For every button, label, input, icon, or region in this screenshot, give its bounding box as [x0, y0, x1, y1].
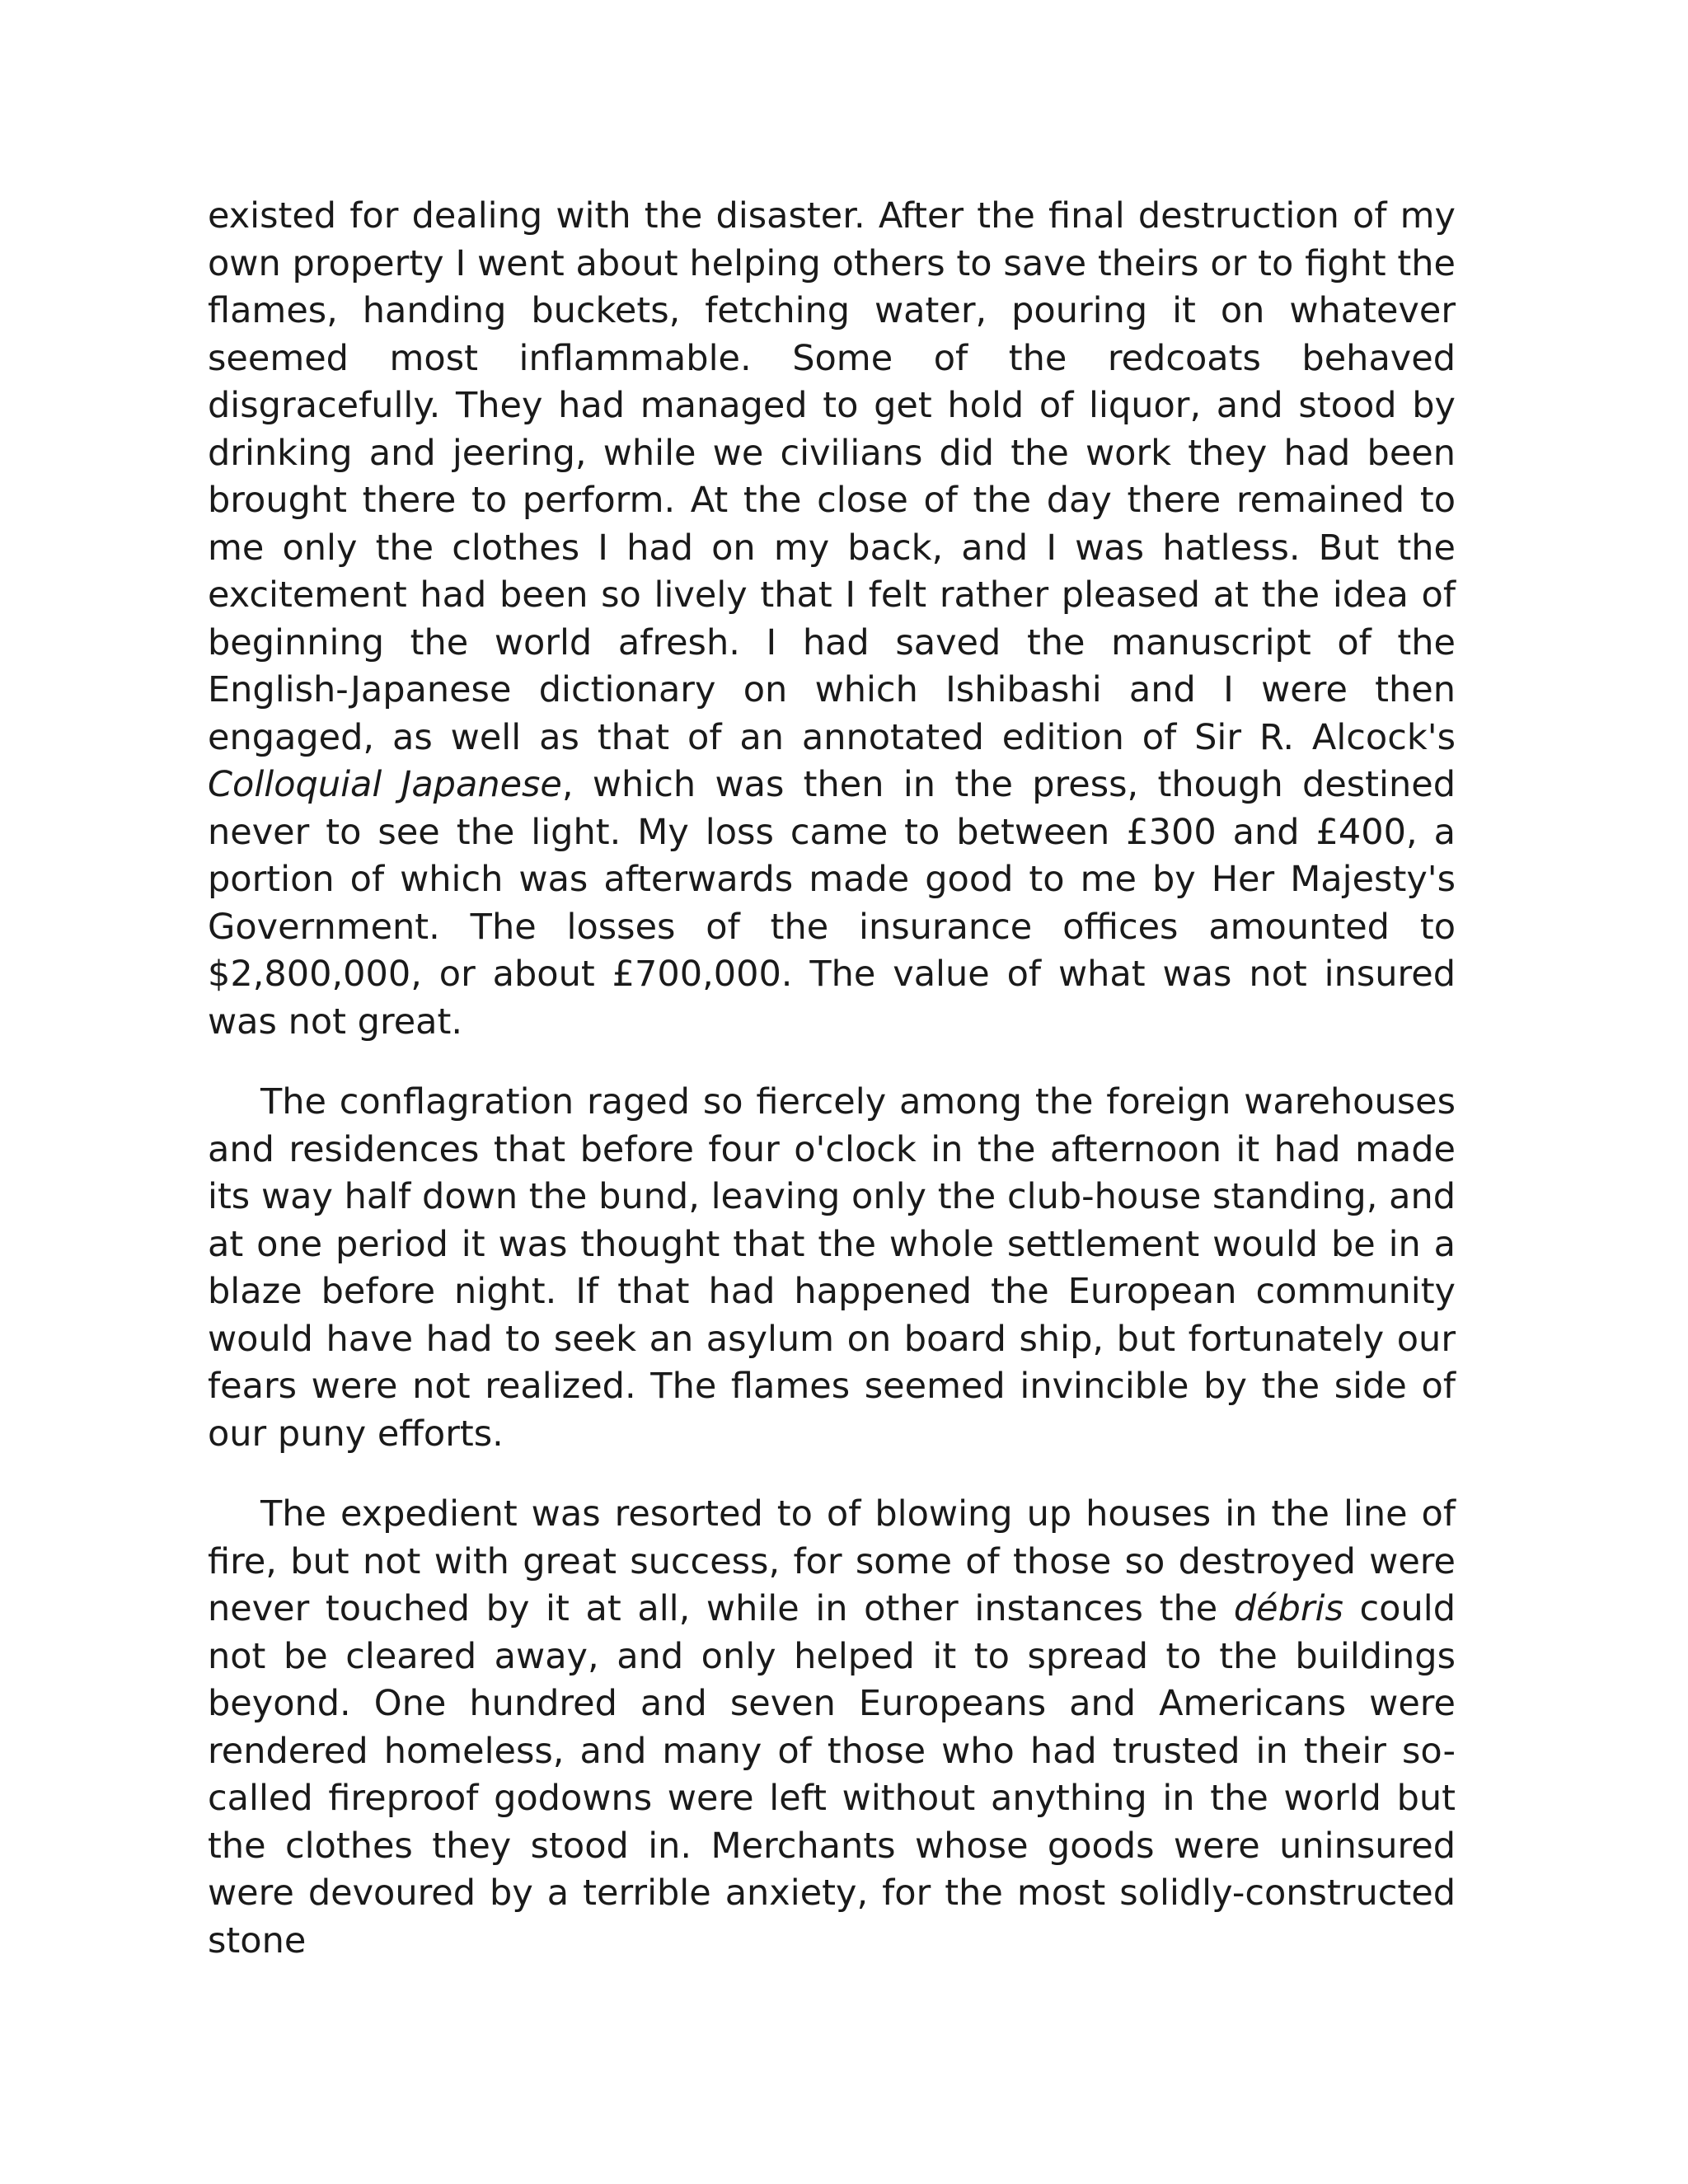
- italic-word-debris: débris: [1233, 1588, 1343, 1629]
- book-title-colloquial-japanese: Colloquial Japanese: [208, 764, 562, 805]
- paragraph-1-text-2: , which was then in the press, though destined never to see the light. My loss came to between £300 and £400, a portion of which was afterwards made good to me by Her Majesty's Government. The losses of the insurance offices amounted to $2,800,000, or about £700,000. The value of what was not insured was not great.: [208, 764, 1456, 1043]
- paragraph-3-text-1: The expedient was resorted to of blowing up houses in the line of fire, but not with great success, for some of those so destroyed were never touched by it at all, while in other instances the: [208, 1493, 1456, 1629]
- paragraph-2-text: The conflagration raged so fiercely among the foreign warehouses and residences that before four o'clock in the afternoon it had made its way half down the bund, leaving only the club-house standing, and at one period it was thought that the whole settlement would be in a blaze before night. If that had happened the European community would have had to seek an asylum on board ship, but fortunately our fears were not realized. The flames seemed invincible by the side of our puny efforts.: [208, 1081, 1456, 1455]
- paragraph-1-text-1: existed for dealing with the disaster. After the final destruction of my own property I went about helping others to save theirs or to fight the flames, handing buckets, fetching water, pouring it on whatever seemed most inflammable. Some of the redcoats behaved disgracefully. They had managed to get hold of liquor, and stood by drinking and jeering, while we civilians did the work they had been brought there to perform. At the close of the day there remained to me only the clothes I had on my back, and I was hatless. But the excitement had been so lively that I felt rather pleased at the idea of beginning the world afresh. I had saved the manuscript of the English-Japanese dictionary on which Ishibashi and I were then engaged, as well as that of an annotated edition of Sir R. Alcock's: [208, 195, 1456, 758]
- paragraph-3-text-2: could not be cleared away, and only helped it to spread to the buildings beyond. One hundred and seven Europeans and Americans were rendered homeless, and many of those who had trusted in their so-called fireproof godowns were left without anything in the world but the clothes they stood in. Merchants whose goods were uninsured were devoured by a terrible anxiety, for the most solidly-constructed stone: [208, 1588, 1456, 1961]
- paragraph-2: [208, 1079, 1456, 1458]
- paragraph-3: [208, 1491, 1456, 1965]
- page-body: [208, 193, 1456, 1965]
- paragraph-1: [208, 193, 1456, 1046]
